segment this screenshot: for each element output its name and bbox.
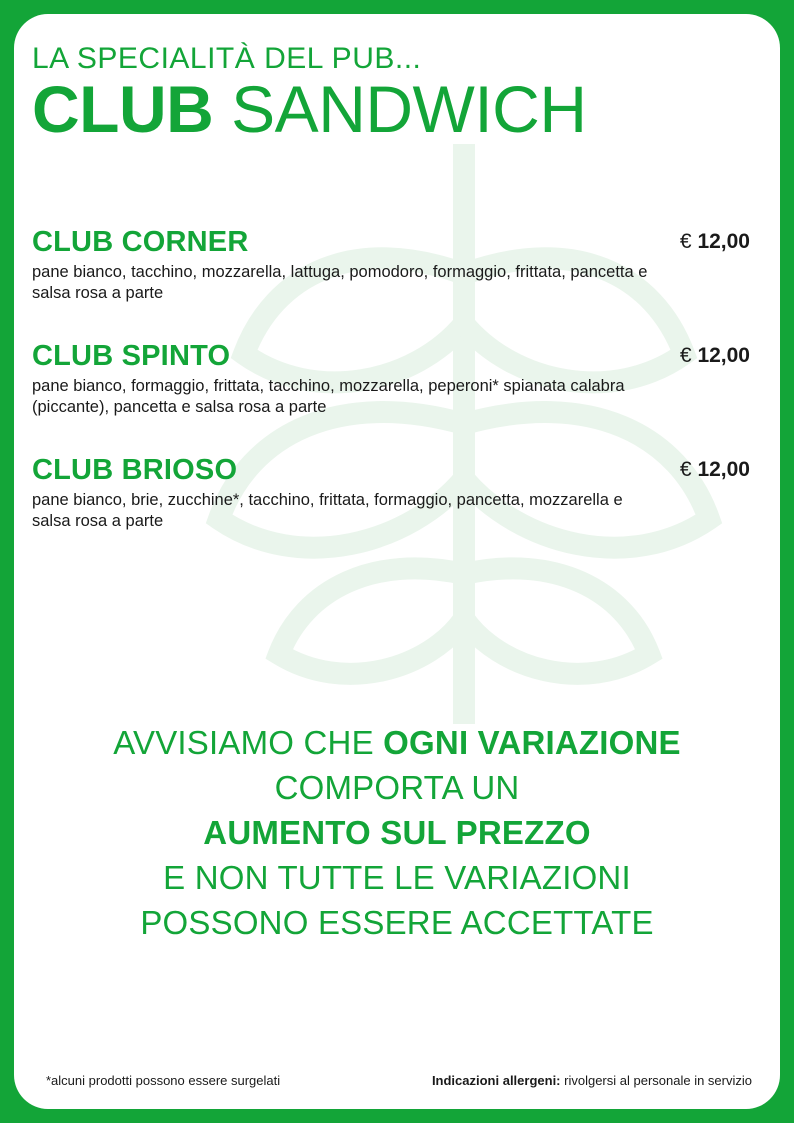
menu-item-name: CLUB CORNER — [32, 226, 249, 258]
footer-allergens-note — [432, 1073, 752, 1088]
price-value: 12,00 — [697, 344, 750, 367]
notice-line-5: POSSONO ESSERE ACCETTATE — [140, 904, 654, 941]
notice-line-1-bold: OGNI VARIAZIONE — [383, 724, 681, 761]
notice-line-1 — [14, 720, 780, 765]
menu-item-description: pane bianco, brie, zucchine*, tacchino, frittata, formaggio, pancetta, mozzarella e salsa rosa a parte — [32, 491, 623, 530]
page-title-thin: SANDWICH — [213, 72, 587, 146]
page-title — [32, 74, 752, 144]
menu-items-list — [32, 226, 762, 568]
menu-item-head — [32, 340, 762, 374]
currency-symbol: € — [679, 230, 692, 253]
notice-line-1-plain: AVVISIAMO CHE — [113, 724, 384, 761]
footer-frozen-note: *alcuni prodotti possono essere surgelati — [46, 1073, 281, 1088]
notice-line-4: E NON TUTTE LE VARIAZIONI — [163, 859, 631, 896]
currency-symbol: € — [679, 344, 692, 367]
menu-content — [14, 14, 780, 1109]
menu-kicker: LA SPECIALITÀ DEL PUB... — [32, 42, 422, 75]
menu-item — [32, 226, 762, 304]
menu-item-name: CLUB BRIOSO — [32, 454, 238, 486]
menu-item — [32, 454, 762, 532]
menu-item-price — [680, 458, 750, 482]
page-title-bold: CLUB — [32, 72, 214, 146]
page-footer — [36, 1073, 758, 1091]
variations-notice — [14, 720, 780, 945]
price-value: 12,00 — [697, 458, 750, 481]
footer-allergens-label: Indicazioni allergeni: — [431, 1073, 561, 1088]
menu-item — [32, 340, 762, 418]
price-value: 12,00 — [697, 230, 750, 253]
footer-allergens-text: rivolgersi al personale in servizio — [560, 1073, 752, 1088]
menu-item-head — [32, 454, 762, 488]
notice-line-3: AUMENTO SUL PREZZO — [203, 814, 591, 851]
notice-line-2: COMPORTA UN — [274, 769, 520, 806]
currency-symbol: € — [679, 458, 692, 481]
menu-item-price — [680, 344, 750, 368]
menu-item-name: CLUB SPINTO — [32, 340, 231, 372]
menu-card — [14, 14, 780, 1109]
menu-item-head — [32, 226, 762, 260]
menu-header — [32, 42, 752, 144]
menu-item-description: pane bianco, formaggio, frittata, tacchino, mozzarella, peperoni* spianata calabra (piccante), pancetta e salsa rosa a parte — [32, 377, 625, 416]
menu-item-description: pane bianco, tacchino, mozzarella, lattuga, pomodoro, formaggio, frittata, pancetta e salsa rosa a parte — [32, 263, 648, 302]
menu-item-price — [680, 230, 750, 254]
